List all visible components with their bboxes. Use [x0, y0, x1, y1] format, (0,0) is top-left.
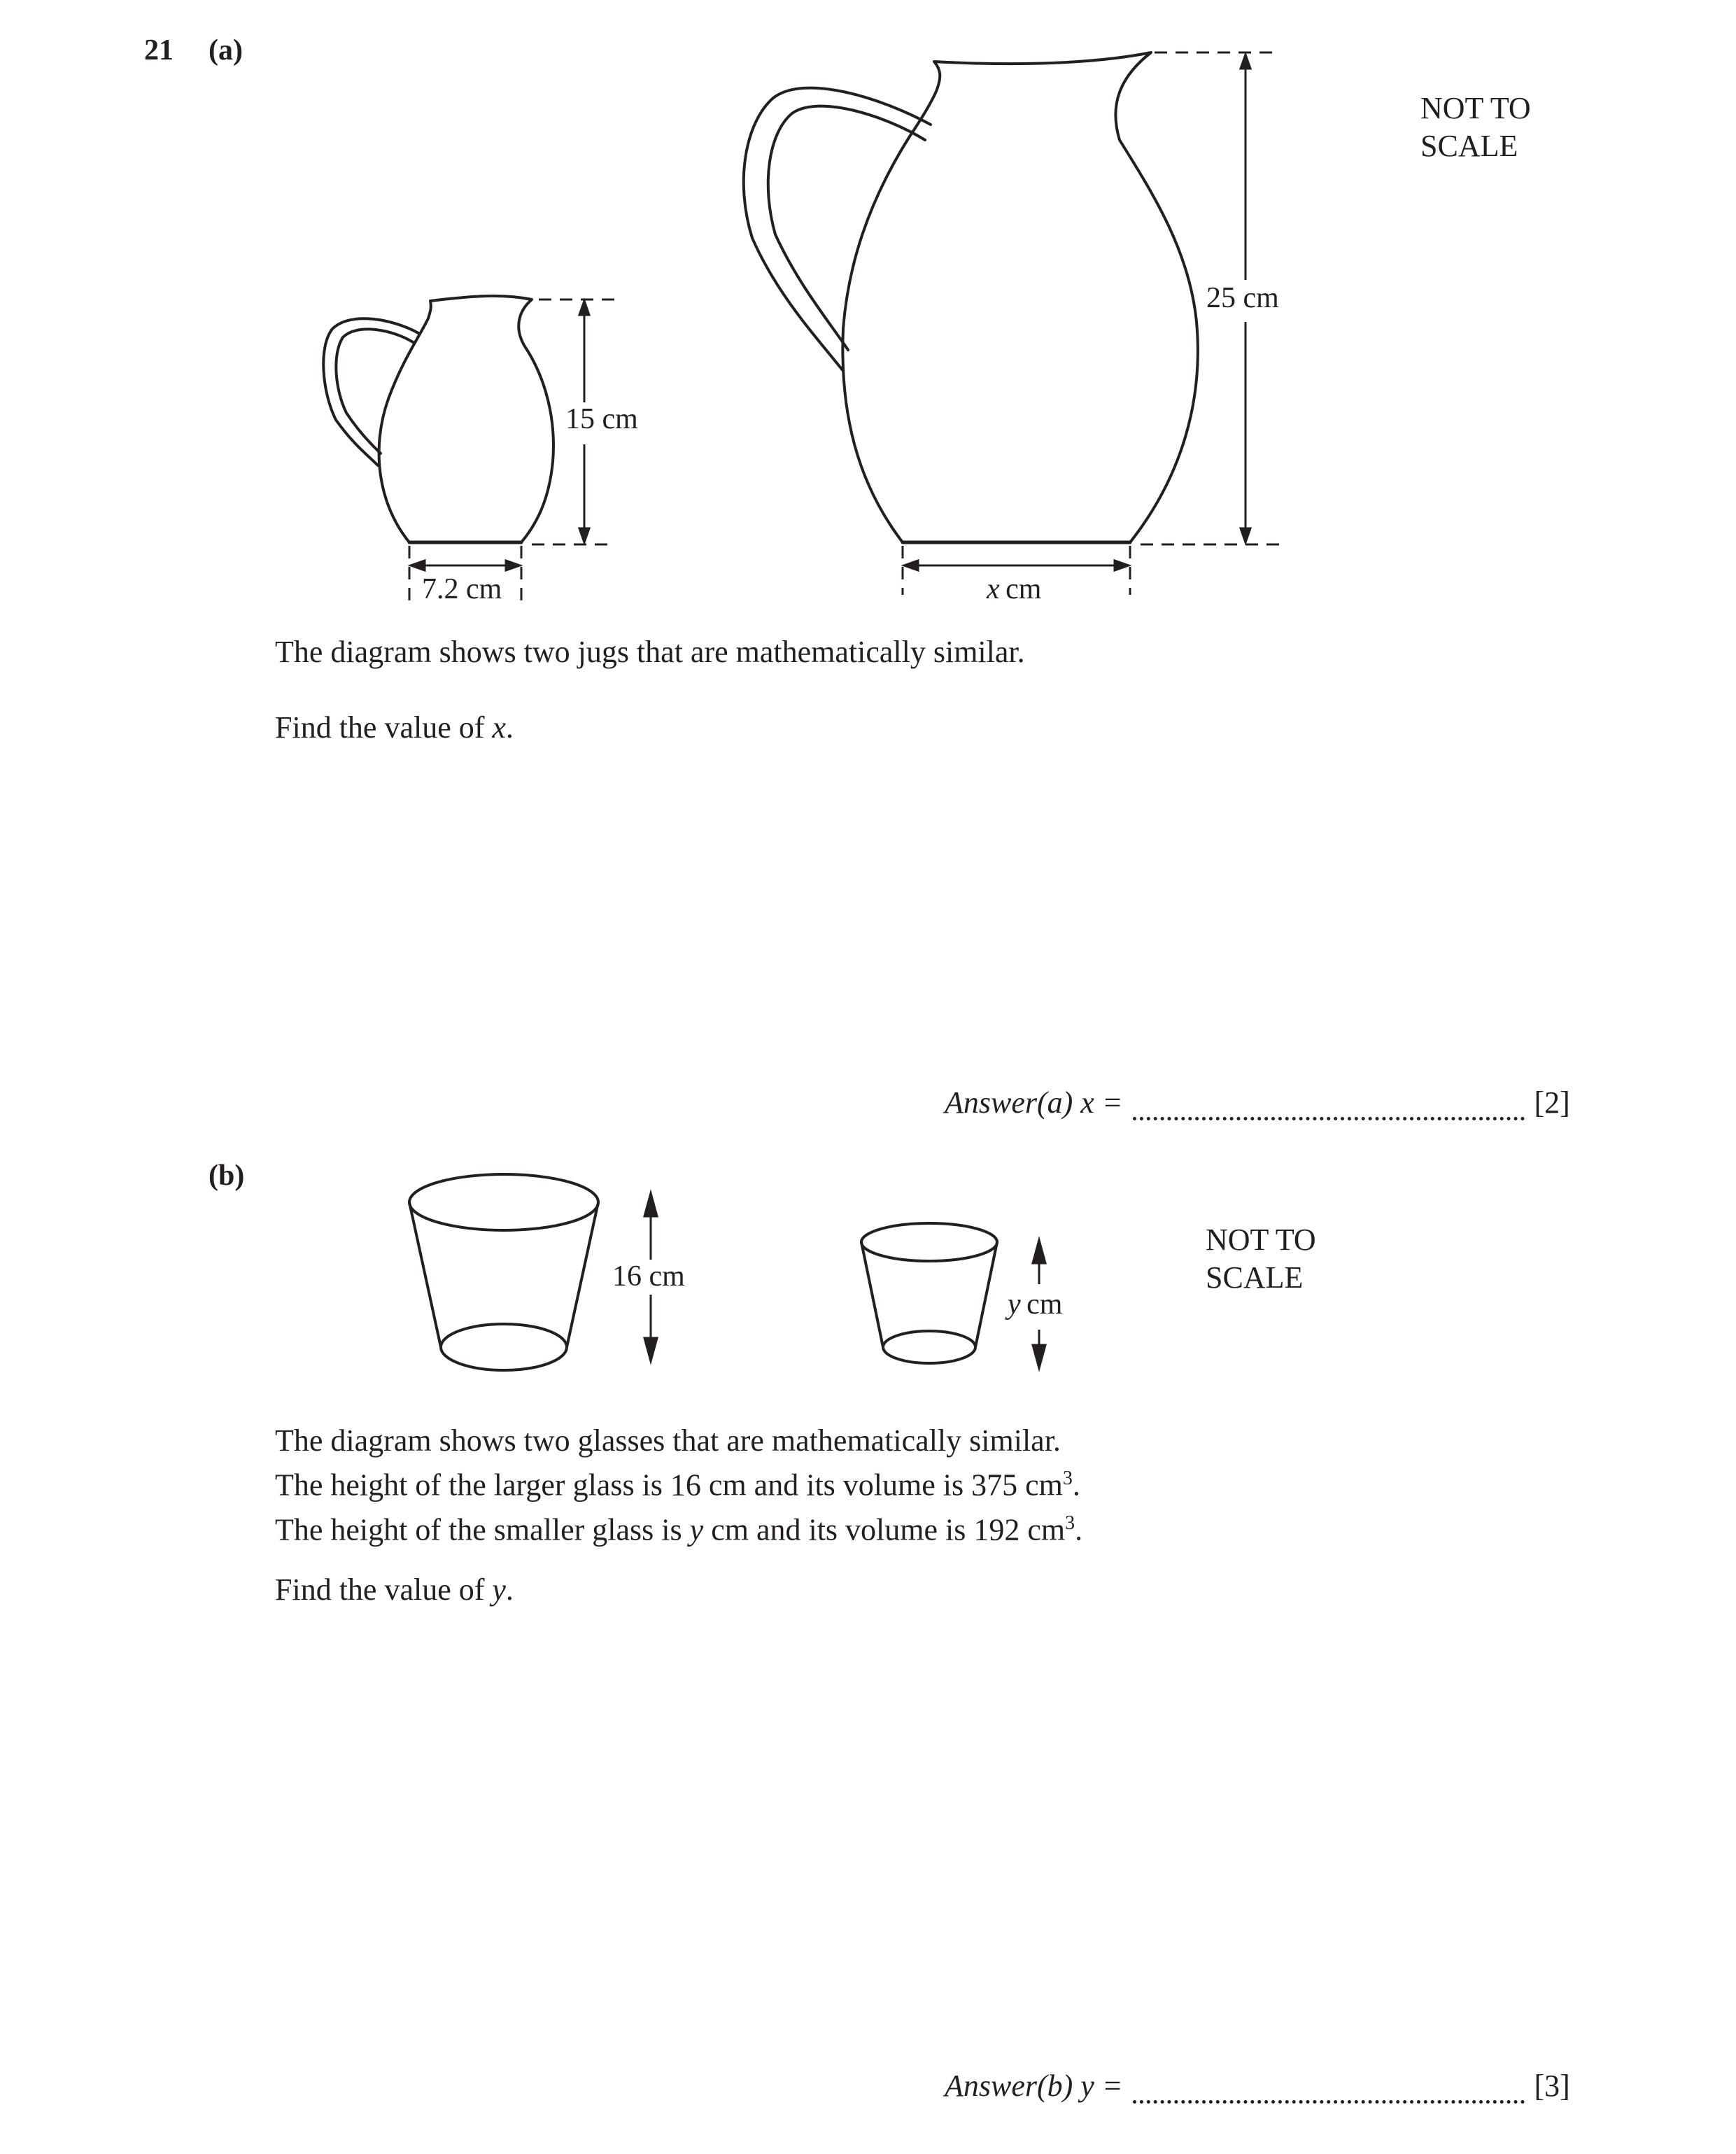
small-jug-base-label: 7.2 cm — [422, 573, 502, 605]
part-b-label: (b) — [209, 1160, 245, 1192]
part-b-task: Find the value of y. — [275, 1572, 514, 1607]
part-a-answer-line: Answer(a) x = [2] — [945, 1085, 1570, 1120]
large-jug-height-label: 25 cm — [1206, 282, 1279, 314]
part-a-task: Find the value of x. — [275, 710, 514, 745]
part-b-statement: The diagram shows two glasses that are mathematically similar. The height of the larger glass is 16 cm and its volume is 375 $cm^3$. The height of the smaller glass is y cm and its volume is 192 $cm^3$. — [275, 1423, 1083, 1547]
part-b-not-to-scale: NOT TO SCALE — [1206, 1223, 1316, 1295]
small-jug-height-label: 15 cm — [565, 403, 638, 435]
large-glass — [409, 1174, 598, 1370]
large-glass-height-label: 16 cm — [612, 1260, 685, 1293]
part-a-statement: The diagram shows two jugs that are mathematically similar. — [275, 635, 1025, 669]
question-number: 21 — [144, 34, 174, 66]
large-jug — [744, 52, 1198, 542]
small-glass-height-label: y cm — [1008, 1288, 1063, 1321]
large-jug-base-label: x cm — [987, 573, 1042, 605]
part-b-answer-space[interactable] — [1133, 2069, 1525, 2104]
glasses-diagram — [409, 1174, 997, 1370]
part-a-answer-space[interactable] — [1133, 1086, 1525, 1120]
part-a-label: (a) — [209, 34, 243, 66]
small-jug — [323, 296, 553, 542]
part-a-not-to-scale: NOT TO SCALE — [1420, 91, 1531, 163]
part-b-answer-line: Answer(b) y = [3] — [945, 2069, 1570, 2103]
small-glass — [861, 1223, 997, 1363]
